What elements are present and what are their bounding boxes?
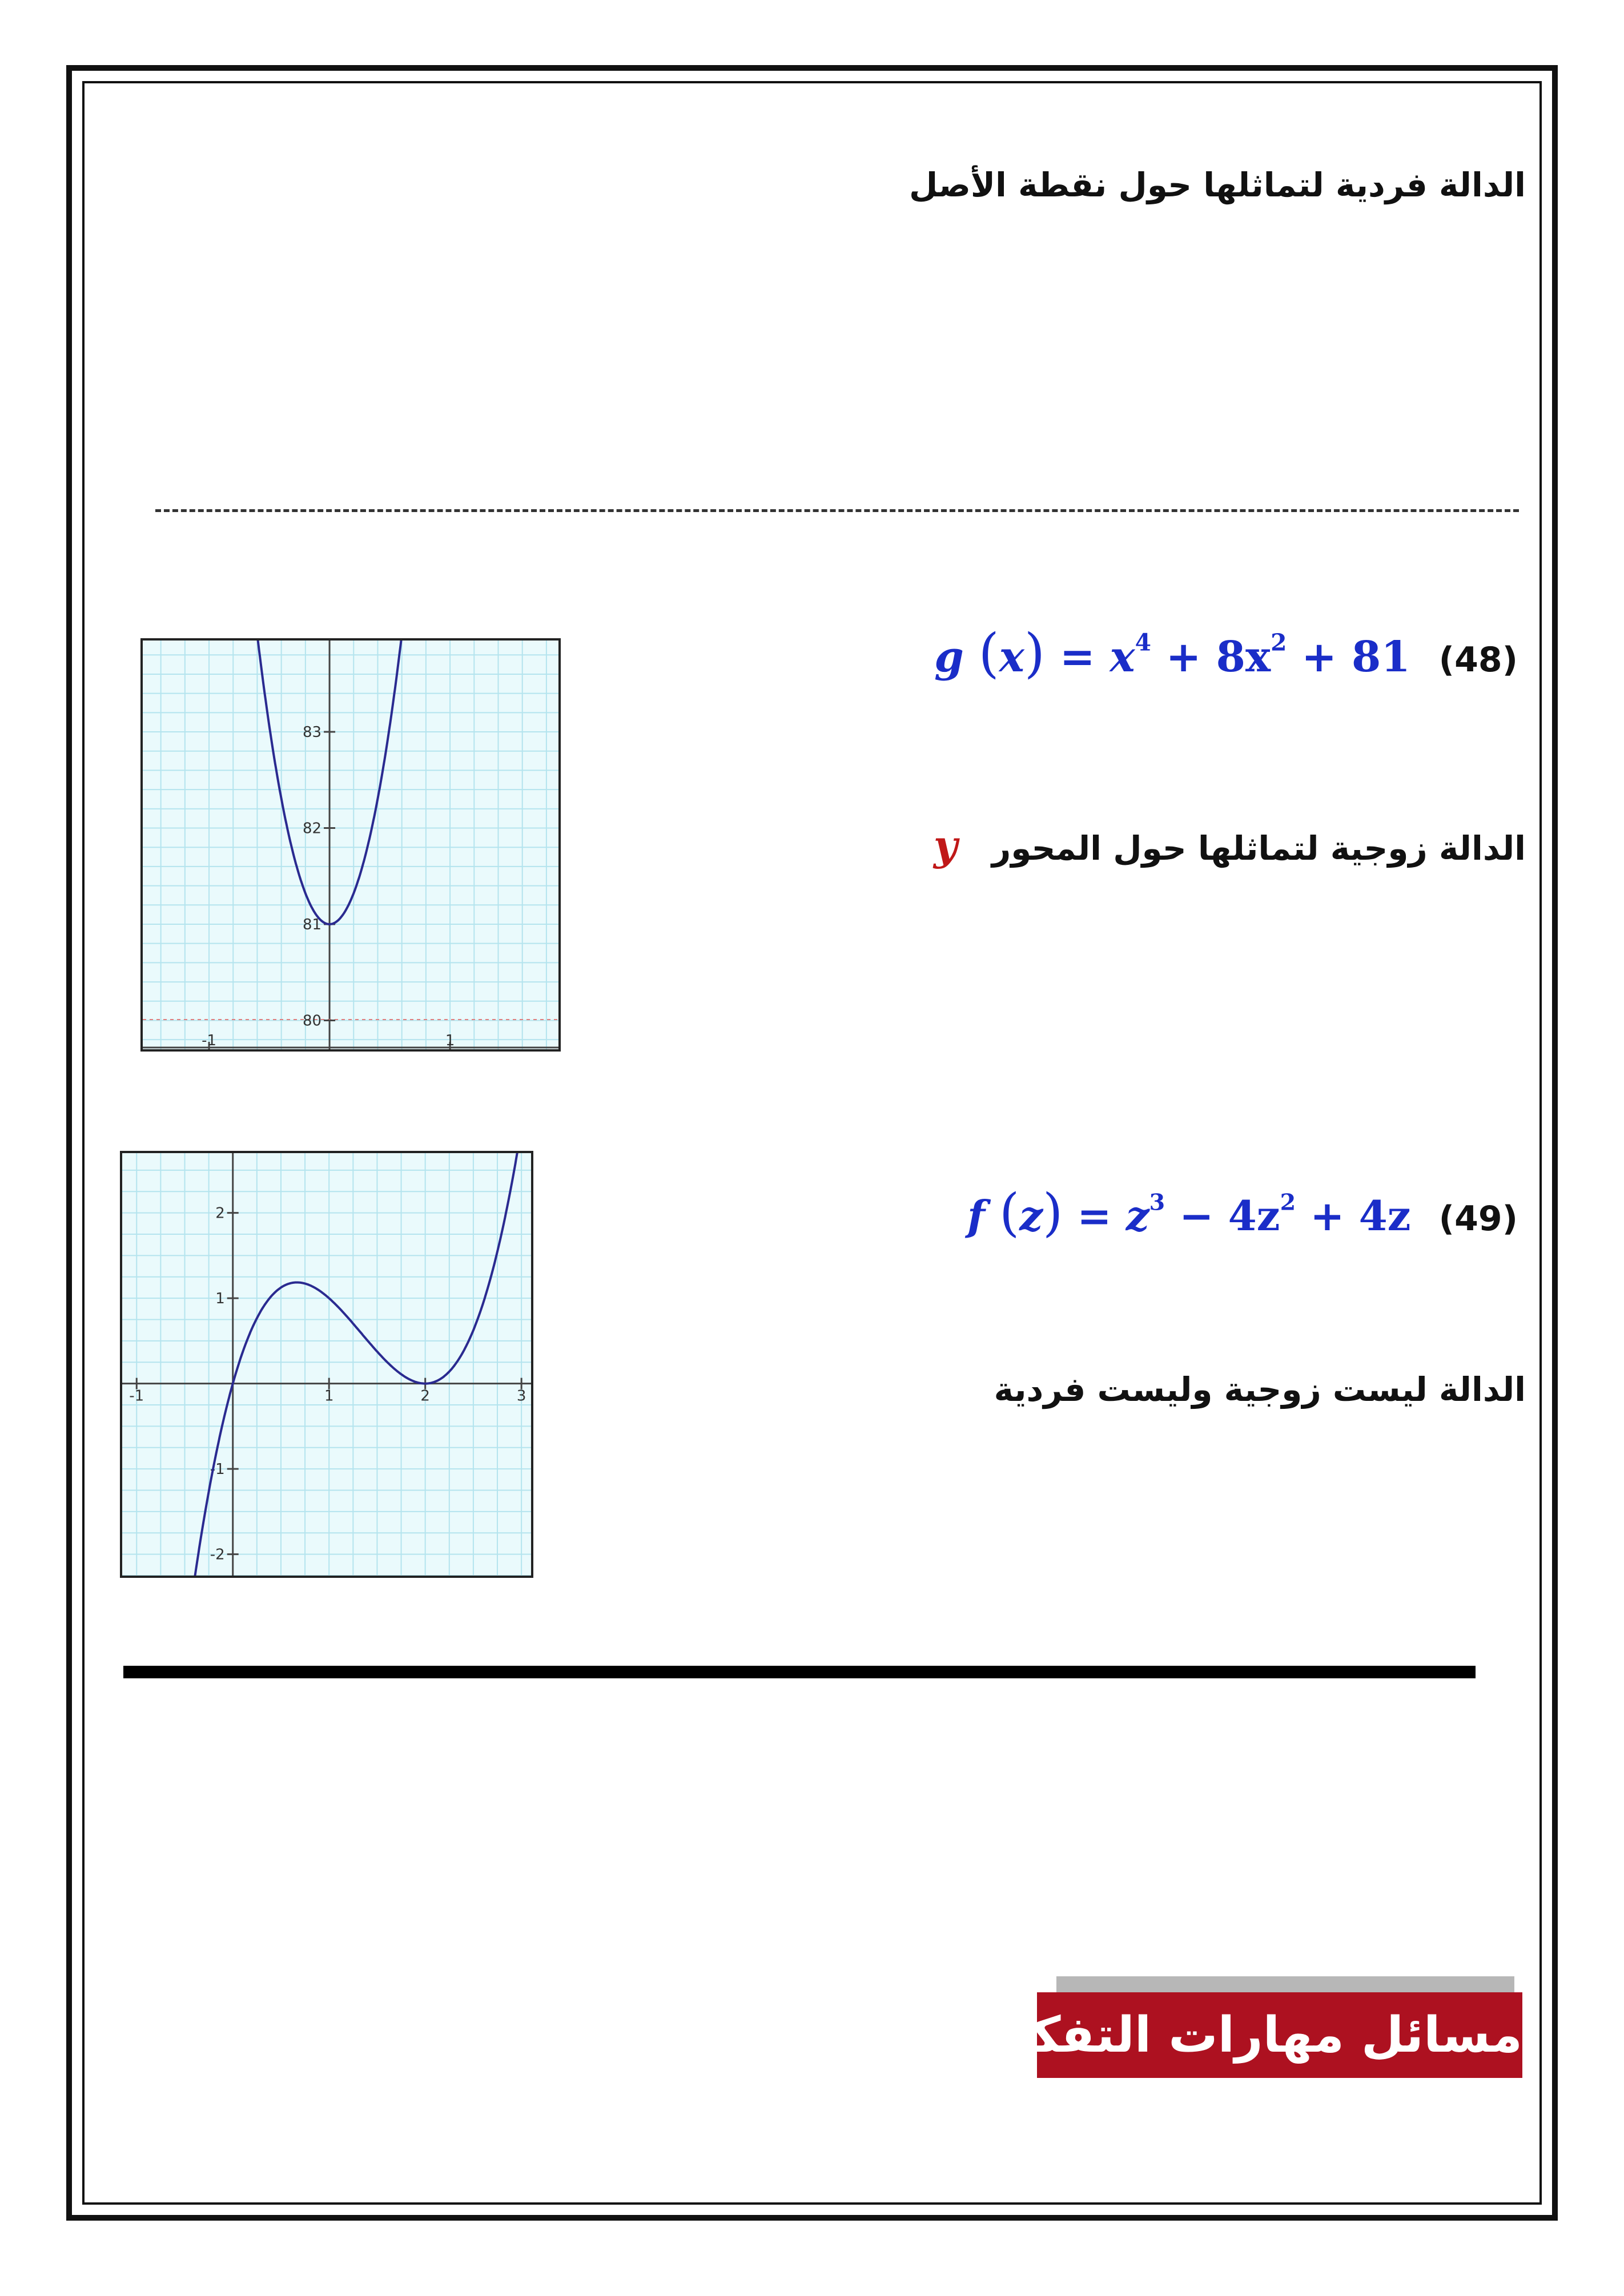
graph-g-plot	[143, 641, 558, 1049]
exp-b: 2	[1271, 629, 1287, 656]
x-tick-label: -1	[202, 1032, 217, 1049]
y-tick-label: -1	[210, 1461, 225, 1479]
func-var: x	[999, 633, 1024, 682]
dashed-separator	[155, 509, 1519, 512]
problem-48-number: (48)	[1438, 640, 1518, 680]
even-function-statement	[934, 821, 1526, 869]
y-tick-label: 1	[215, 1290, 225, 1308]
func-name: g	[934, 633, 964, 682]
x-tick-label: 1	[324, 1387, 334, 1405]
y-tick-label: 81	[302, 916, 322, 933]
problem-49-equation: f $(z) = z^3 - 4z^2 + 4z$ (49)	[967, 1183, 1518, 1243]
higher-order-thinking-banner: مسائل مهارات التفكير العليا	[1037, 1992, 1522, 2078]
y-tick-label: 80	[302, 1012, 322, 1030]
graph-g	[140, 638, 561, 1052]
odd-function-statement: الدالة فردية لتماثلها حول نقطة الأصل	[909, 166, 1526, 204]
exp-a: 3	[1149, 1189, 1165, 1216]
term-b: + 8x	[1151, 633, 1271, 682]
neither-function-statement: الدالة ليست زوجية وليست فردية	[994, 1370, 1526, 1409]
term-c: + 81	[1287, 633, 1410, 682]
y-tick-label: 2	[215, 1205, 225, 1222]
y-tick-label: 83	[302, 724, 322, 742]
exp-b: 2	[1280, 1189, 1296, 1216]
graph-f-plot	[122, 1153, 531, 1576]
x-tick-label: 3	[516, 1387, 526, 1405]
exp-a: 4	[1135, 629, 1151, 656]
problem-49-number: (49)	[1438, 1199, 1518, 1239]
graph-f	[120, 1151, 533, 1578]
problem-48-equation: g $(x) = x^4 + 8x^2 + 81$ (48)	[934, 622, 1518, 684]
x-tick-label: -1	[129, 1387, 144, 1405]
term-a: x	[1110, 633, 1135, 682]
term-c: + 4z	[1296, 1191, 1411, 1240]
term-b: − 4z	[1165, 1191, 1280, 1240]
even-function-text: الدالة زوجية لتماثلها حول المحور	[991, 829, 1526, 868]
func-var: z	[1019, 1191, 1043, 1240]
x-tick-label: 2	[420, 1387, 430, 1405]
y-axis-label: y	[933, 821, 958, 869]
func-name: f	[967, 1191, 985, 1240]
thick-separator	[123, 1666, 1476, 1678]
page-frame-inner	[82, 81, 1542, 2205]
y-tick-label: 82	[302, 820, 322, 837]
y-tick-label: -2	[210, 1546, 225, 1564]
term-a: z	[1125, 1191, 1149, 1240]
x-tick-label: 1	[445, 1032, 455, 1049]
